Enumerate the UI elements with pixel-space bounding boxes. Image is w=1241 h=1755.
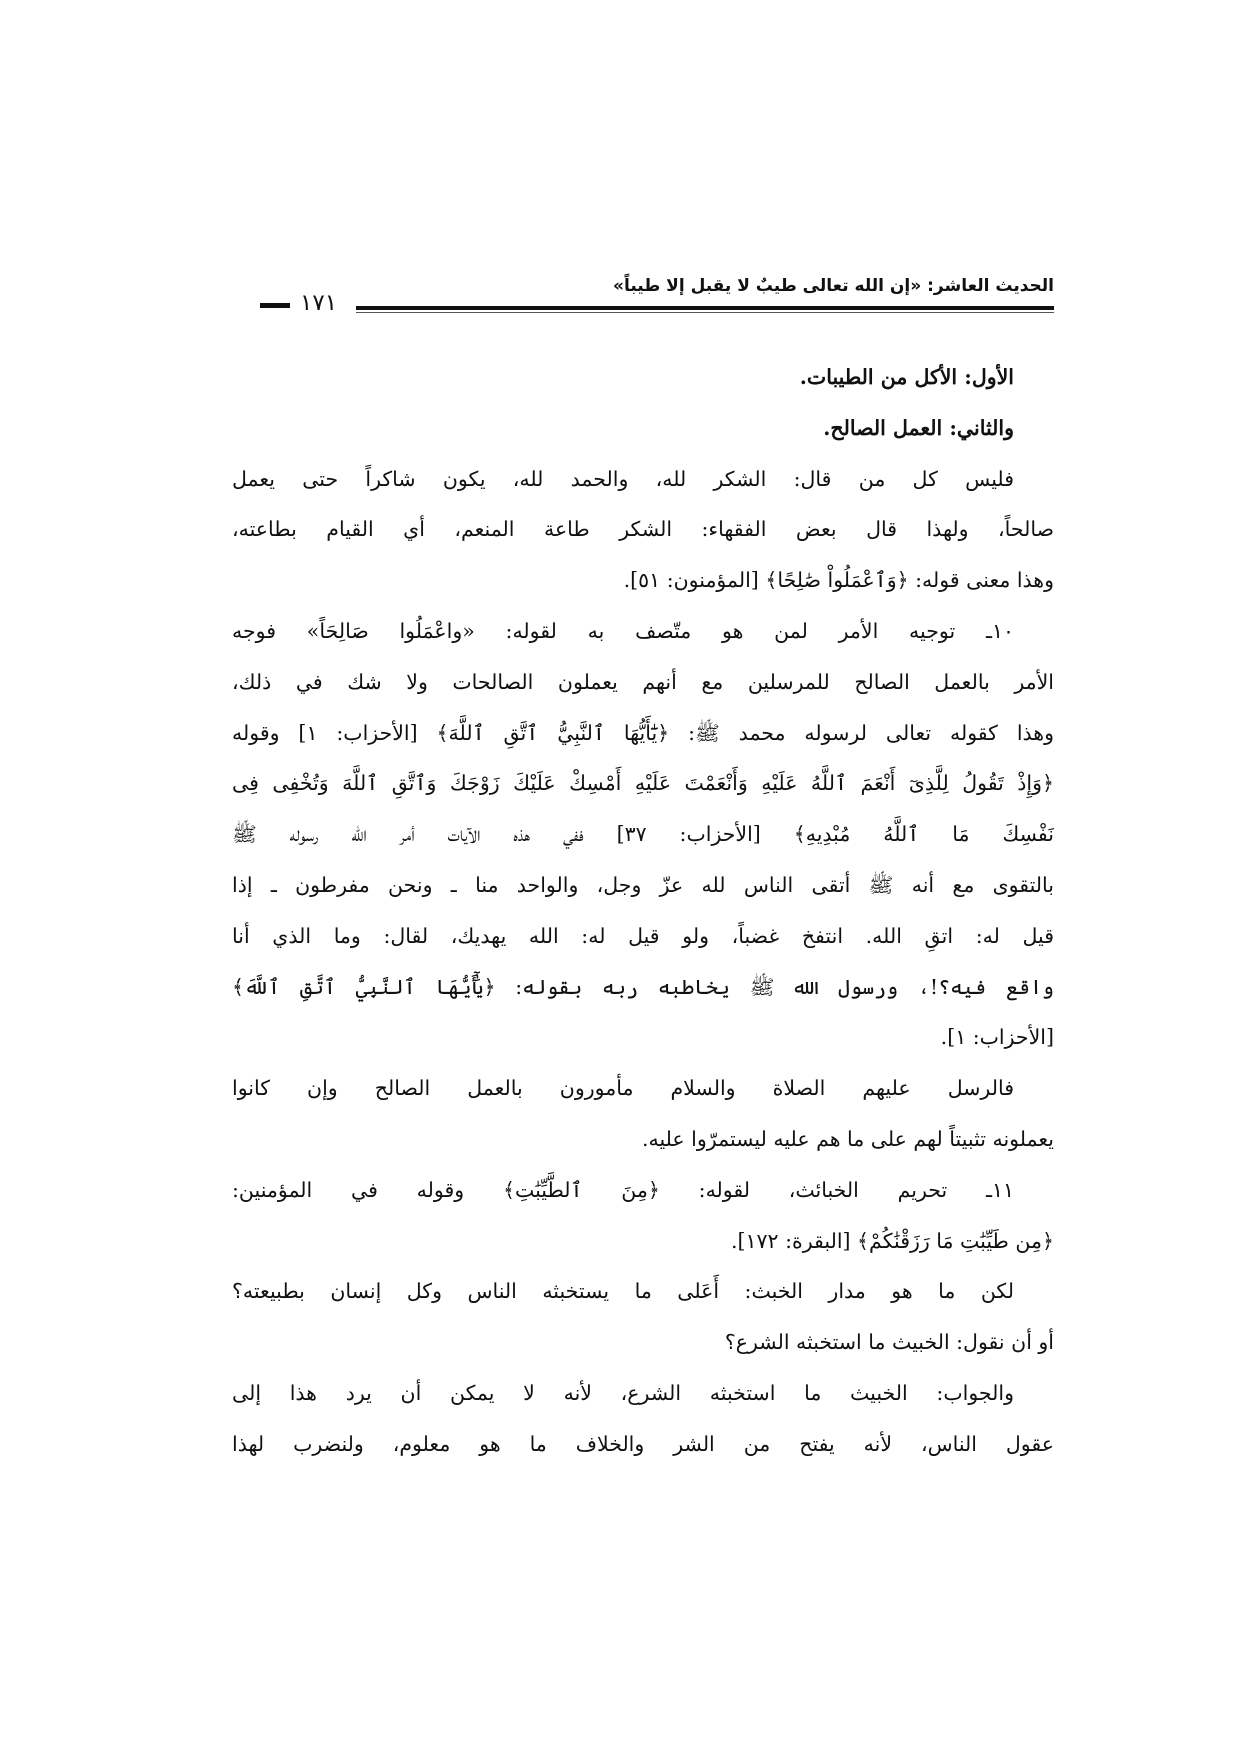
text-line: نَفْسِكَ مَا ٱللَّهُ مُبْدِيهِ﴾ [الأحزاب: ٣٧] ففي هذه الآيات أمر الله رسوله ﷺ xyxy=(232,822,1054,847)
text-line: ١١ـ تحريم الخبائث، لقوله: ﴿مِنَ ٱلطَّيِّبَٰتِ﴾ وقوله في المؤمنين: xyxy=(232,1177,1014,1202)
text-line: ﴿وَإِذْ تَقُولُ لِلَّذِىٓ أَنْعَمَ ٱللَّهُ عَلَيْهِ وَأَنْعَمْتَ عَلَيْهِ أَمْسِكْ عَلَيْكَ زَوْجَكَ وَٱتَّقِ ٱللَّهَ وَتُخْفِى فِى xyxy=(232,771,1054,796)
text-line: الأول: الأكل من الطيبات. xyxy=(799,365,1014,389)
text-line: والجواب: الخبيث ما استخبثه الشرع، لأنه لا يمكن أن يرد هذا إلى xyxy=(232,1380,1014,1405)
text-line: وهذا معنى قوله: ﴿وَٱعْمَلُواْ صَٰلِحًا﴾ [المؤمنون: ٥١]. xyxy=(623,568,1054,593)
text-line: عقول الناس، لأنه يفتح من الشر والخلاف ما هو معلوم، ولنضرب لهذا xyxy=(232,1431,1054,1456)
page-number: ١٧١ xyxy=(300,290,338,316)
text-line: بالتقوى مع أنه ﷺ أتقى الناس لله عزّ وجل، والواحد منا ـ ونحن مفرطون ـ إذا xyxy=(232,872,1054,897)
text-line: [الأحزاب: ١]. xyxy=(940,1025,1054,1050)
text-line: واقع فيه؟!، ورسول الله ﷺ يخاطبه ربه بقوله: ﴿يَٰٓأَيُّهَا ٱلنَّبِيُّ ٱتَّقِ ٱللَّهَ﴾ xyxy=(232,974,1054,999)
text-line: ١٠ـ توجيه الأمر لمن هو متّصف به لقوله: «واعْمَلُوا صَالِحَاً» فوجه xyxy=(232,618,1014,643)
text-line: فليس كل من قال: الشكر لله، والحمد لله، يكون شاكراً حتى يعمل xyxy=(232,466,1014,491)
text-line: ﴿مِن طَيِّبَٰتِ مَا رَزَقْنَٰكُمْ﴾ [البقرة: ١٧٢]. xyxy=(730,1228,1054,1253)
text-line: يعملونه تثبيتاً لهم على ما هم عليه ليستمرّوا عليه. xyxy=(641,1126,1054,1151)
running-title: الحديث العاشر: «إن الله تعالى طيبٌ لا يقبل إلا طيباً» xyxy=(612,276,1054,296)
header-rule xyxy=(356,306,1054,310)
text-line: أو أن نقول: الخبيث ما استخبثه الشرع؟ xyxy=(724,1330,1054,1355)
page-number-bar xyxy=(260,303,290,308)
text-line: وهذا كقوله تعالى لرسوله محمد ﷺ: ﴿يَٰٓأَيُّهَا ٱلنَّبِيُّ ٱتَّقِ ٱللَّهَ﴾ [الأحزاب: ١] وقوله xyxy=(232,720,1054,745)
text-line: والثاني: العمل الصالح. xyxy=(823,415,1014,440)
text-line: لكن ما هو مدار الخبث: أَعَلى ما يستخبثه الناس وكل إنسان بطبيعته؟ xyxy=(232,1279,1014,1304)
text-line: قيل له: اتقِ الله. انتفخ غضباً، ولو قيل له: الله يهديك، لقال: وما الذي أنا xyxy=(232,923,1054,948)
body-text xyxy=(232,352,1054,1470)
header-rule-thin xyxy=(356,312,1054,313)
text-line: فالرسل عليهم الصلاة والسلام مأمورون بالعمل الصالح وإن كانوا xyxy=(232,1076,1014,1101)
text-line: الأمر بالعمل الصالح للمرسلين مع أنهم يعملون الصالحات ولا شك في ذلك، xyxy=(232,669,1054,694)
page-header xyxy=(260,276,1054,322)
text-line: صالحاً، ولهذا قال بعض الفقهاء: الشكر طاعة المنعم، أي القيام بطاعته، xyxy=(232,517,1054,542)
